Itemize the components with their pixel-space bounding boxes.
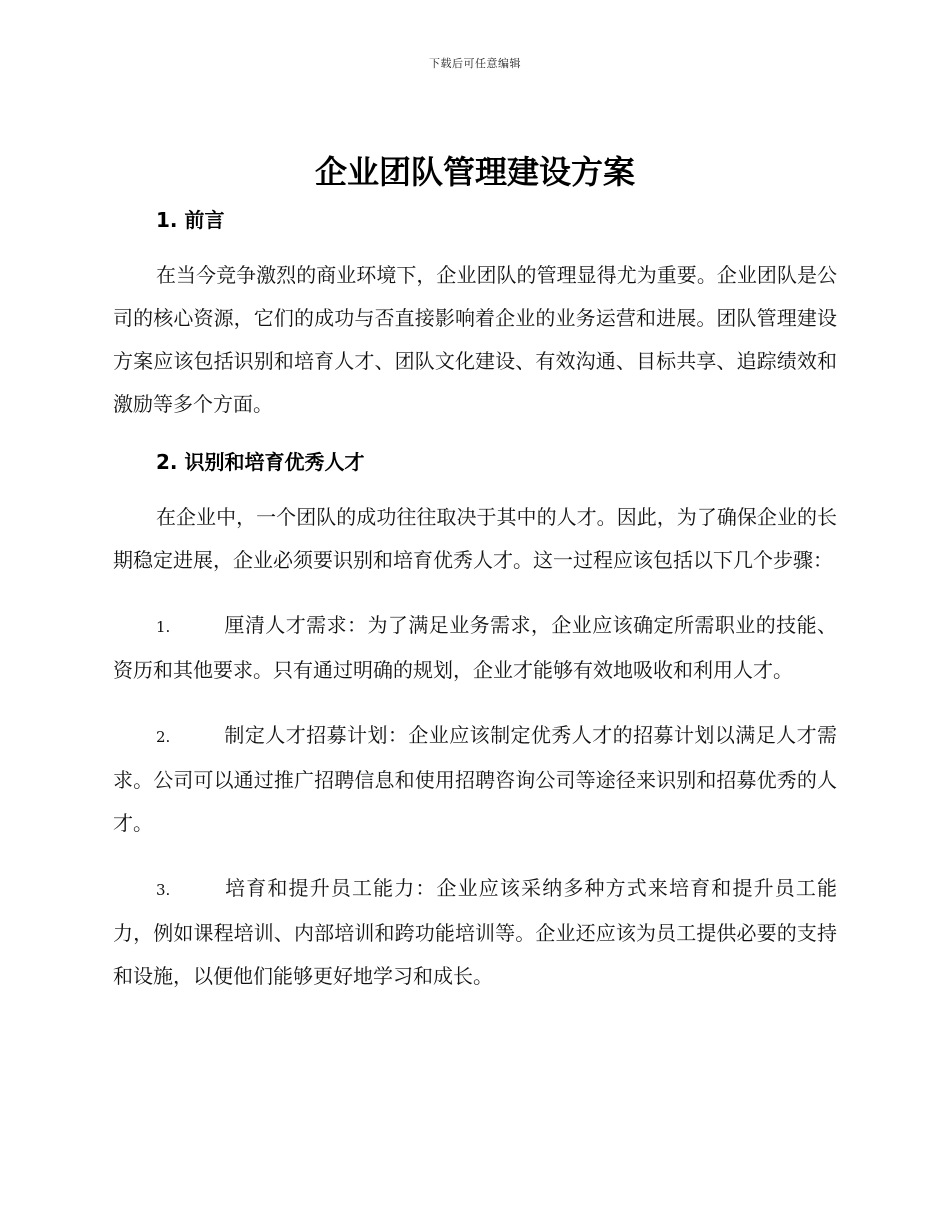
section-heading-talent: 2. 识别和培育优秀人才 <box>156 450 365 474</box>
list-item-text: 制定人才招募计划：企业应该制定优秀人才的招募计划以满足人才需求。公司可以通过推广招聘信息和使用招聘咨询公司等途径来识别和招募优秀的人才。 <box>113 723 837 835</box>
list-item-text: 厘清人才需求：为了满足业务需求，企业应该确定所需职业的技能、资历和其他要求。只有通过明确的规划，企业才能够有效地吸收和利用人才。 <box>113 613 837 682</box>
document-title: 企业团队管理建设方案 <box>314 153 635 191</box>
header-note: 下载后可任意编辑 <box>429 57 521 70</box>
list-item-number: 3. <box>156 881 171 899</box>
list-item <box>113 867 837 998</box>
section-paragraph-talent: 在企业中，一个团队的成功往往取决于其中的人才。因此，为了确保企业的长期稳定进展，企业必须要识别和培育优秀人才。这一过程应该包括以下几个步骤： <box>113 505 837 572</box>
section-paragraph-preface: 在当今竞争激烈的商业环境下，企业团队的管理显得尤为重要。企业团队是公司的核心资源，它们的成功与否直接影响着企业的业务运营和进展。团队管理建设方案应该包括识别和培育人才、团队文化建设、有效沟通、目标共享、追踪绩效和激励等多个方面。 <box>113 263 837 416</box>
list-item-number: 2. <box>156 728 171 746</box>
list-item-number: 1. <box>156 618 171 636</box>
list-item <box>113 714 837 845</box>
list-item <box>113 604 837 692</box>
section-heading-preface: 1. 前言 <box>156 208 225 232</box>
list-item-text: 培育和提升员工能力：企业应该采纳多种方式来培育和提升员工能力，例如课程培训、内部培训和跨功能培训等。企业还应该为员工提供必要的支持和设施，以便他们能够更好地学习和成长。 <box>113 876 837 988</box>
document-body <box>113 202 837 998</box>
